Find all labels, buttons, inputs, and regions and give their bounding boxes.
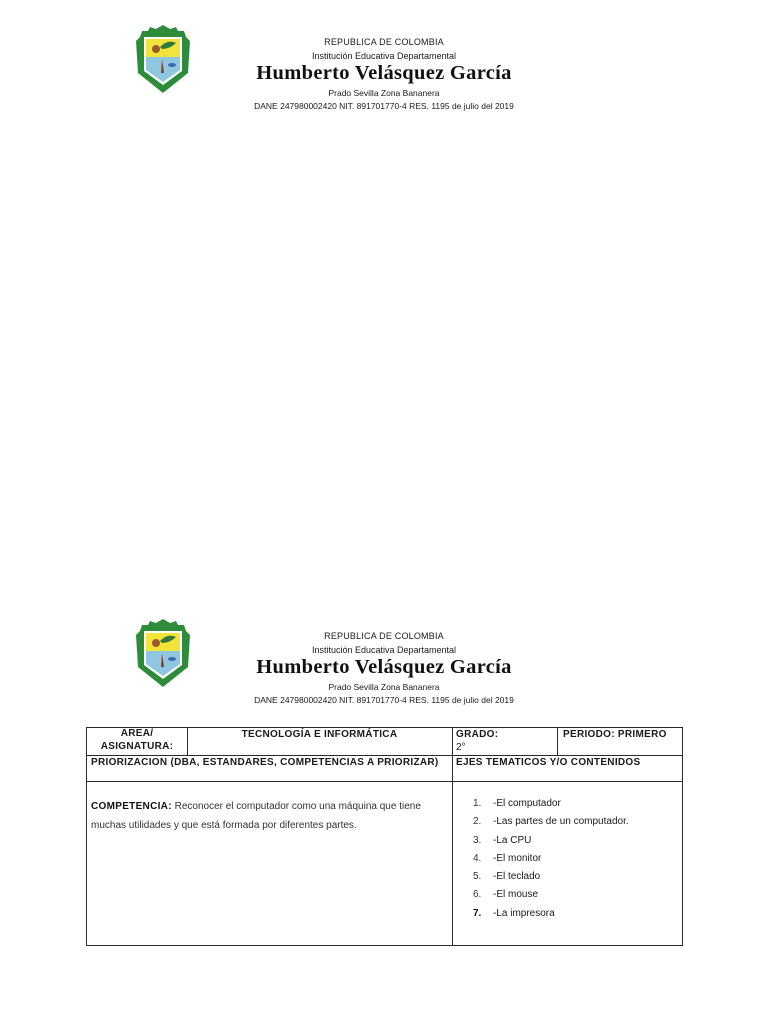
competencia-cell [91,798,449,835]
list-item: 7. -La impresora [473,907,555,919]
contenidos-cell [453,782,683,946]
country-label: REPUBLICA DE COLOMBIA [324,37,444,47]
school-location: Prado Sevilla Zona Bananera [328,682,440,692]
area-value: TECNOLOGÍA E INFORMÁTICA [241,729,398,740]
school-crest-icon [136,619,190,687]
grado-cell [456,728,556,753]
row-divider [87,755,682,756]
list-item: 2. -Las partes de un computador. [473,816,629,828]
letterhead-top [0,22,768,122]
school-name: Humberto Velásquez García [256,656,512,678]
planning-table [86,727,683,946]
school-location: Prado Sevilla Zona Bananera [328,88,440,98]
grado-label: GRADO: [456,729,499,740]
list-item: 4. -El monitor [473,852,542,864]
area-label: AREA/ ASIGNATURA: [100,728,174,752]
list-item: 1. -El computador [473,798,561,809]
ejes-header: EJES TEMATICOS Y/O CONTENIDOS [456,757,641,768]
competencia-label: COMPETENCIA: [91,801,172,812]
list-item: 5. -El teclado [473,871,541,883]
competencia-text: Reconocer el computador como una máquina que tiene muchas utilidades y que está formada por diferentes partes. [91,801,421,831]
school-crest-icon [136,25,190,93]
country-label: REPUBLICA DE COLOMBIA [324,631,444,641]
priorizacion-header: PRIORIZACION (DBA, ESTANDARES, COMPETENCIAS A PRIORIZAR) [91,757,439,768]
school-name: Humberto Velásquez García [256,62,512,84]
grado-value: 2° [456,742,466,753]
periodo-label: PERIODO: PRIMERO [563,729,667,740]
col-divider [557,728,558,755]
list-item: 3. -La CPU [473,834,532,846]
contenidos-list [473,798,629,926]
school-registration: DANE 247980002420 NIT. 891701770-4 RES. 1195 de julio del 2019 [254,101,514,111]
institution-type: Institución Educativa Departamental [311,51,457,61]
list-item: 6. -El mouse [473,889,539,901]
letterhead-bottom [0,616,768,716]
school-registration: DANE 247980002420 NIT. 891701770-4 RES. 1195 de julio del 2019 [254,695,514,705]
institution-type: Institución Educativa Departamental [311,645,457,655]
